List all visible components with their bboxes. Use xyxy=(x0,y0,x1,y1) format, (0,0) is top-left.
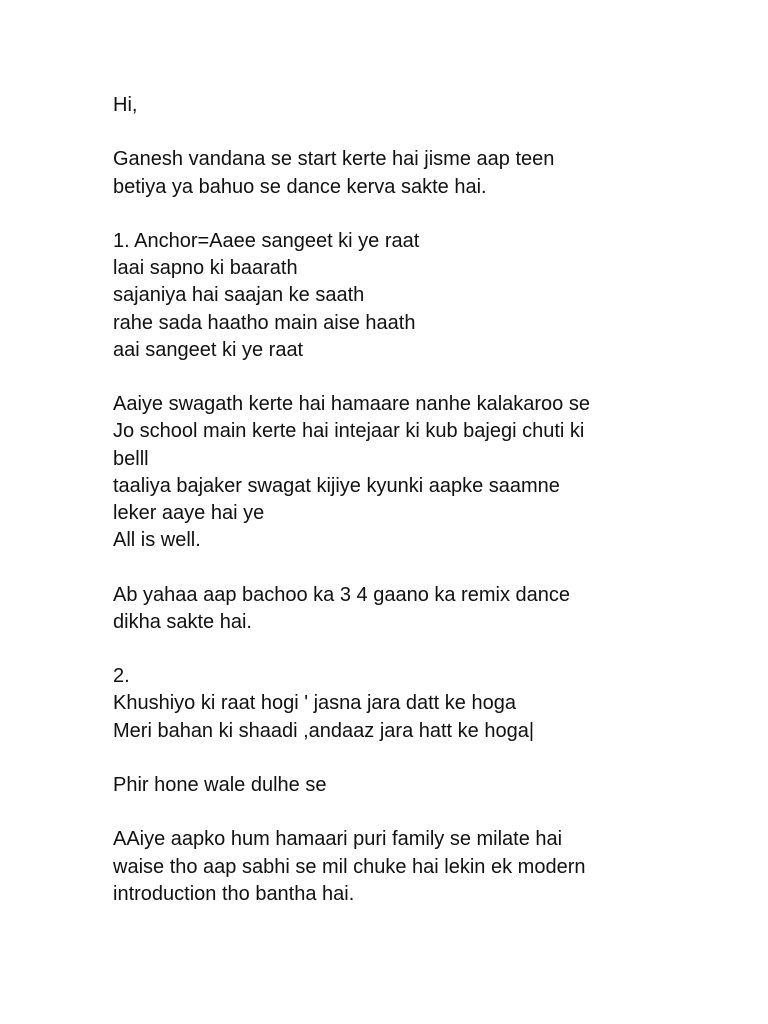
paragraph xyxy=(113,826,653,908)
paragraph xyxy=(113,146,653,200)
text-line: leker aaye hai ye xyxy=(113,502,265,524)
paragraph xyxy=(113,772,653,799)
text-line: laai sapno ki baarath xyxy=(113,257,298,280)
text-line: sajaniya hai saajan ke saath xyxy=(113,284,365,307)
text-line: Ab yahaa aap bachoo ka 3 4 gaano ka remix dance xyxy=(113,583,570,606)
text-line: 2. xyxy=(113,665,130,688)
text-line: All is well. xyxy=(113,529,201,552)
text-line: Hi, xyxy=(113,94,138,116)
text-line: Jo school main kerte hai intejaar ki kub bajegi chuti ki xyxy=(113,420,585,443)
paragraph xyxy=(113,582,653,636)
paragraph xyxy=(113,92,653,119)
text-line: belll xyxy=(113,447,149,470)
document-body xyxy=(113,92,653,935)
text-line: rahe sada haatho main aise haath xyxy=(113,311,416,334)
text-line: betiya ya bahuo se dance kerva sakte hai. xyxy=(113,175,487,198)
paragraph xyxy=(113,663,653,745)
paragraph xyxy=(113,228,653,364)
text-line: AAiye aapko hum hamaari puri family se milate hai xyxy=(113,828,563,851)
text-line: Phir hone wale dulhe se xyxy=(113,773,327,796)
text-line: waise tho aap sabhi se mil chuke hai lekin ek modern xyxy=(113,855,586,878)
text-line: Khushiyo ki raat hogi ' jasna jara datt ke hoga xyxy=(113,692,516,715)
text-line: Meri bahan ki shaadi ,andaaz jara hatt ke hoga| xyxy=(113,719,535,742)
text-line: Ganesh vandana se start kerte hai jisme aap teen xyxy=(113,148,555,171)
text-line: aai sangeet ki ye raat xyxy=(113,338,304,361)
text-line: 1. Anchor=Aaee sangeet ki ye raat xyxy=(113,229,420,252)
paragraph xyxy=(113,391,653,554)
text-line: introduction tho bantha hai. xyxy=(113,882,355,905)
text-line: dikha sakte hai. xyxy=(113,610,252,633)
text-line: taaliya bajaker swagat kijiye kyunki aapke saamne xyxy=(113,474,560,497)
text-line: Aaiye swagath kerte hai hamaare nanhe kalakaroo se xyxy=(113,393,590,416)
